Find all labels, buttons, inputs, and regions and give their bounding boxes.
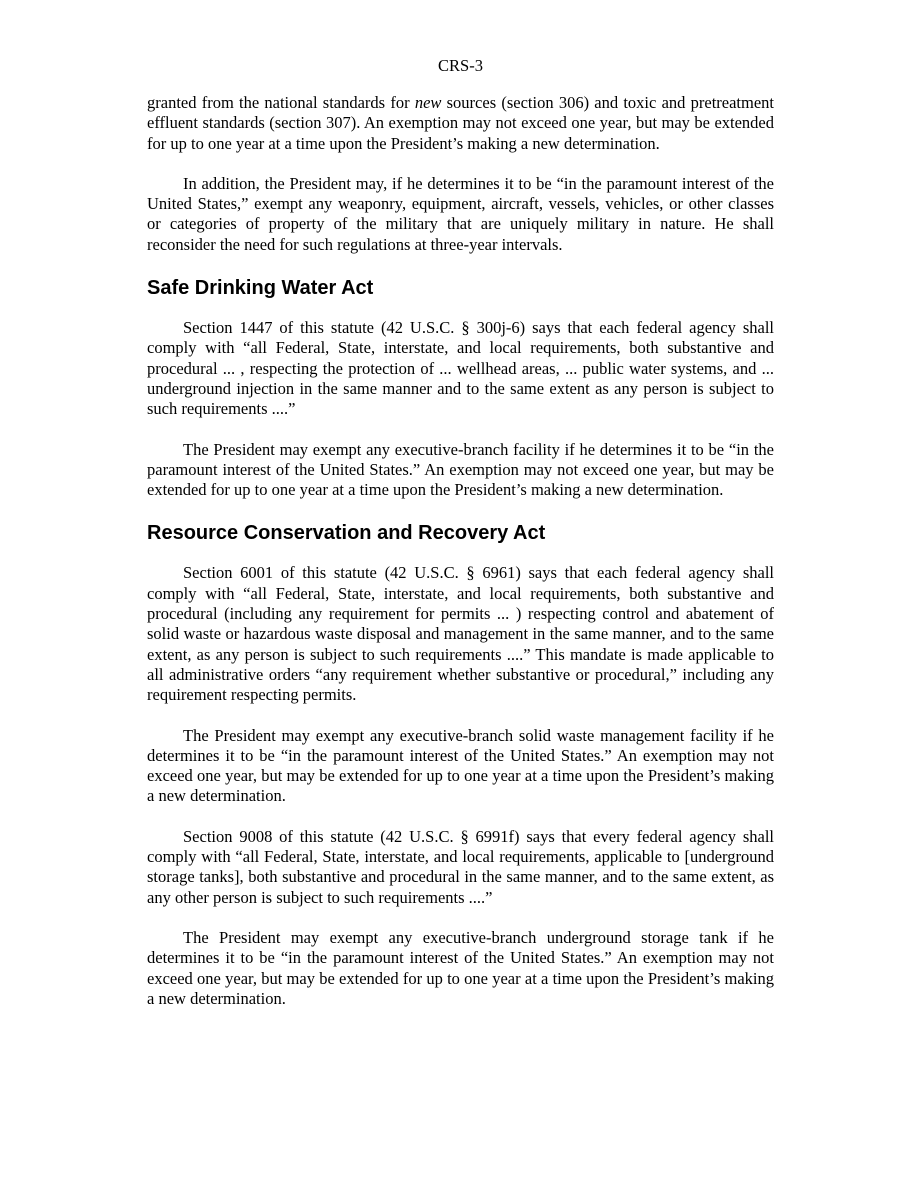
paragraph-gap <box>147 807 774 827</box>
paragraph-gap <box>147 908 774 928</box>
paragraph-rcra-ust-exemption: The President may exempt any executive-branch underground storage tank if he determines it to be “in the paramount interest of the United States.” An exemption may not exceed one year, but may be extended for up to one year at a time upon the President’s making a new determination. <box>147 927 774 1008</box>
paragraph-gap <box>147 706 774 726</box>
paragraph-text: granted from the national standards for <box>147 93 415 112</box>
paragraph-rcra-solid-waste-exemption: The President may exempt any executive-branch solid waste management facility if he determines it to be “in the paramount interest of the United States.” An exemption may not exceed one year, but may be extended for up to one year at a time upon the President’s making a new determination. <box>147 725 774 806</box>
paragraph-president-exemption: In addition, the President may, if he determines it to be “in the paramount interest of the United States,” exempt any weaponry, equipment, aircraft, vessels, vehicles, or other classes or categories of property of the military that are uniquely military in nature. He shall reconsider the need for such regulations at three-year intervals. <box>147 173 774 254</box>
paragraph-gap <box>147 154 774 174</box>
document-page <box>147 56 774 1009</box>
section-heading-sdwa: Safe Drinking Water Act <box>147 277 374 300</box>
page-number: CRS-3 <box>438 56 483 75</box>
paragraph-rcra-section-9008: Section 9008 of this statute (42 U.S.C. § 6991f) says that every federal agency shall comply with “all Federal, State, interstate, and local requirements, applicable to [underground storage tanks], both substantive and procedural in the same manner, and to the same extent, as any other person is subject to such requirements ....” <box>147 826 774 907</box>
paragraph-continuation <box>147 93 774 154</box>
paragraph-gap <box>147 420 774 440</box>
emphasis-text: new <box>414 93 442 112</box>
paragraph-sdwa-section-1447: Section 1447 of this statute (42 U.S.C. § 300j-6) says that each federal agency shall comply with “all Federal, State, interstate, and local requirements, both substantive and procedural ... , respecting the protection of ... wellhead areas, ... public water systems, and ... underground injection in the same manner and to the same extent as any person is subject to such requirements ....” <box>147 318 774 419</box>
section-heading-rcra: Resource Conservation and Recovery Act <box>147 522 546 545</box>
paragraph-rcra-section-6001: Section 6001 of this statute (42 U.S.C. § 6961) says that each federal agency shall comply with “all Federal, State, interstate, and local requirements, both substantive and procedural (including any requirement for permits ... ) respecting control and abatement of solid waste or hazardous waste disposal and management in the same manner, and to the same extent, as any person is subject to such requirements ....” This mandate is made applicable to all administrative orders “any requirement whether substantive or procedural,” including any requirement respecting permits. <box>147 563 774 705</box>
paragraph-text: sources (section 306) and toxic and pretreatment effluent standards (section 307). An exemption may not exceed one year, but may be extended for up to one year at a time upon the President’s making a new determination. <box>147 93 774 153</box>
paragraph-sdwa-exemption: The President may exempt any executive-branch facility if he determines it to be “in the paramount interest of the United States.” An exemption may not exceed one year, but may be extended for up to one year at a time upon the President’s making a new determination. <box>147 439 774 500</box>
